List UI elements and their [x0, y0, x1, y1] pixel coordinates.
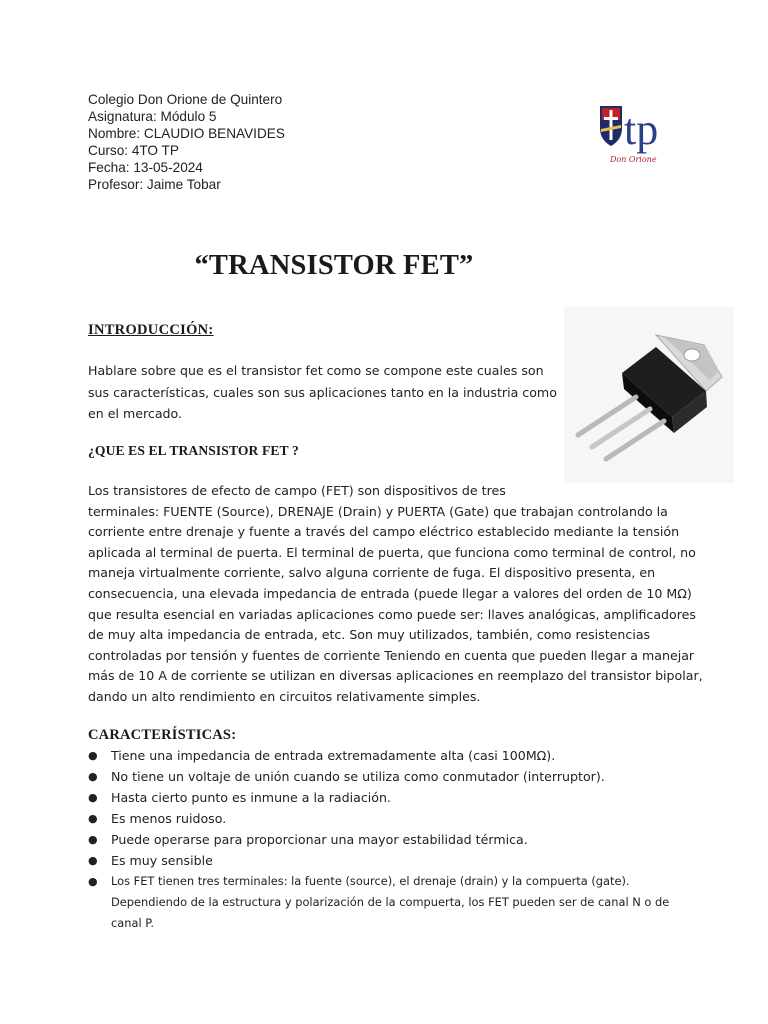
que-line: aplicada al terminal de puerta. El terminal de puerta, que funciona como terminal de control, no — [88, 544, 696, 560]
logo-letters: tp — [624, 105, 659, 154]
list-item — [88, 871, 688, 934]
que-paragraph — [88, 481, 703, 708]
que-line: consecuencia, una elevada impedancia de entrada (puede llegar a valores del orden de 10 MΩ) — [88, 585, 692, 601]
bullet-icon: ● — [88, 854, 98, 867]
school-name: Colegio Don Orione de Quintero — [88, 92, 283, 107]
list-item-text: Es muy sensible — [111, 853, 213, 868]
que-line: que resulta esencial en variadas aplicaciones como puede ser: llaves analógicas, amplificadores — [88, 606, 696, 622]
que-line: Los transistores de efecto de campo (FET) son dispositivos de tres — [88, 483, 506, 498]
que-line: de muy alta impedancia de entrada, etc. Son muy utilizados, también, como resistencias — [88, 627, 651, 643]
list-item — [88, 850, 688, 871]
list-item-text: Los FET tienen tres terminales: la fuente (source), el drenaje (drain) y la compuerta (gate). Dependiendo de la estructura y polarización de la compuerta, los FET pueden ser de canal N o de canal P. — [111, 874, 670, 930]
teacher-line: Profesor: Jaime Tobar — [88, 177, 221, 192]
que-line: más de 10 A de corriente se utilizan en diversas aplicaciones en reemplazo del transistor bipolar, — [88, 668, 703, 684]
list-item-text: Hasta cierto punto es inmune a la radiación. — [111, 790, 391, 805]
que-line: corriente entre drenaje y fuente a través del campo eléctrico establecido mediante la tensión — [88, 524, 680, 540]
list-item-text: Es menos ruidoso. — [111, 811, 227, 826]
header-block — [88, 91, 285, 193]
list-item — [88, 745, 688, 766]
intro-paragraph: Hablare sobre que es el transistor fet como se compone este cuales son sus características, cuales son sus aplicaciones tanto en la industria como en el mercado. — [88, 363, 557, 422]
bullet-icon: ● — [88, 791, 98, 804]
bullet-icon: ● — [88, 812, 98, 825]
que-heading: ¿QUE ES EL TRANSISTOR FET ? — [88, 443, 299, 458]
bullet-icon: ● — [88, 749, 98, 762]
que-line: maneja virtualmente corriente, salvo alguna corriente de fuga. El dispositivo presenta, en — [88, 565, 656, 581]
que-line: dando un alto rendimiento en circuitos relativamente simples. — [88, 688, 481, 704]
student-name: Nombre: CLAUDIO BENAVIDES — [88, 126, 285, 141]
school-logo — [596, 100, 664, 168]
list-item — [88, 766, 688, 787]
list-item-text: Tiene una impedancia de entrada extremadamente alta (casi 100MΩ). — [111, 748, 556, 763]
list-item-text: Puede operarse para proporcionar una mayor estabilidad térmica. — [111, 832, 528, 847]
list-item — [88, 808, 688, 829]
list-item-text: No tiene un voltaje de unión cuando se utiliza como conmutador (interruptor). — [111, 769, 605, 784]
course-line: Curso: 4TO TP — [88, 143, 179, 158]
intro-heading: INTRODUCCIÓN: — [88, 322, 214, 338]
caracteristicas-heading: CARACTERÍSTICAS: — [88, 727, 237, 743]
caracteristicas-list — [88, 745, 688, 934]
subject-line: Asignatura: Módulo 5 — [88, 109, 217, 124]
que-line: controladas por tensión y fuentes de corriente Teniendo en cuenta que pueden llegar a manejar — [88, 647, 695, 663]
page-title: “TRANSISTOR FET” — [194, 250, 474, 281]
list-item — [88, 787, 688, 808]
list-item — [88, 829, 688, 850]
que-line: terminales: FUENTE (Source), DRENAJE (Drain) y PUERTA (Gate) que trabajan controlando la — [88, 503, 668, 519]
bullet-icon: ● — [88, 833, 98, 846]
transistor-image — [564, 307, 734, 483]
logo-signature: Don Orione — [610, 155, 657, 164]
bullet-icon: ● — [88, 875, 98, 888]
bullet-icon: ● — [88, 770, 98, 783]
date-line: Fecha: 13-05-2024 — [88, 160, 203, 175]
